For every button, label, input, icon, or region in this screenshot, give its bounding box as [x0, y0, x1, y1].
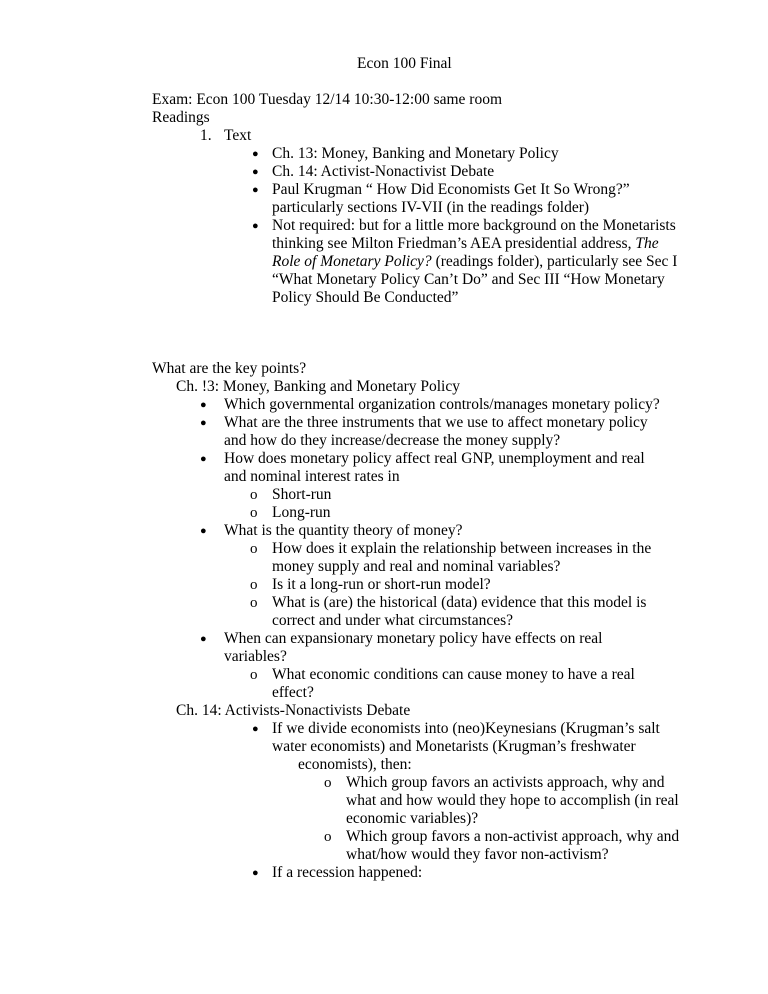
item-label: Text	[224, 127, 252, 144]
ch14-point: If we divide economists into (neo)Keynesians (Krugman’s salt	[272, 720, 660, 737]
ch14-point-cont: economists), then:	[298, 756, 412, 773]
ch13-point-cont: variables?	[224, 648, 287, 665]
item-number: 1.	[200, 127, 212, 144]
reading-bullet: Not required: but for a little more background on the Monetarists	[272, 217, 676, 234]
ch13-point: What are the three instruments that we use to affect monetary policy	[224, 414, 648, 431]
reading-bullet: Ch. 14: Activist-Nonactivist Debate	[272, 163, 495, 180]
ch14-heading: Ch. 14: Activists-Nonactivists Debate	[176, 702, 411, 719]
circle-bullet-icon: o	[250, 667, 258, 683]
ch13-subpoint-cont: effect?	[272, 684, 314, 701]
ch13-subpoint: Short-run	[272, 486, 332, 503]
ch14-subpoint-cont: economic variables)?	[346, 810, 479, 827]
bullet-icon: ●	[200, 453, 207, 465]
ch13-subpoint-cont: correct and under what circumstances?	[272, 612, 513, 629]
ch13-point-cont: and nominal interest rates in	[224, 468, 400, 485]
ch13-point: When can expansionary monetary policy have effects on real	[224, 630, 603, 647]
ch13-point-cont: and how do they increase/decrease the money supply?	[224, 432, 561, 449]
bullet-icon: ●	[252, 166, 259, 178]
ch13-subpoint: What is (are) the historical (data) evidence that this model is	[272, 594, 647, 611]
bullet-icon: ●	[200, 525, 207, 537]
ch13-subpoint: Long-run	[272, 504, 331, 521]
circle-bullet-icon: o	[250, 577, 258, 593]
key-points-question: What are the key points?	[152, 360, 307, 377]
ch13-point: Which governmental organization controls/manages monetary policy?	[224, 396, 660, 413]
ch14-point: If a recession happened:	[272, 864, 423, 881]
ch13-subpoint: How does it explain the relationship between increases in the	[272, 540, 652, 557]
ch13-point: What is the quantity theory of money?	[224, 522, 463, 539]
ch13-subpoint: Is it a long-run or short-run model?	[272, 576, 491, 593]
reading-bullet: Ch. 13: Money, Banking and Monetary Policy	[272, 145, 559, 162]
ch13-subpoint: What economic conditions can cause money to have a real	[272, 666, 635, 683]
reading-bullet: Paul Krugman “ How Did Economists Get It So Wrong?”	[272, 181, 630, 198]
reading-bullet-cont: particularly sections IV-VII (in the readings folder)	[272, 199, 590, 216]
reading-bullet-cont: Role of Monetary Policy? (readings folder), particularly see Sec I	[272, 253, 678, 270]
ch13-subpoint-cont: money supply and real and nominal variables?	[272, 558, 561, 575]
circle-bullet-icon: o	[250, 487, 258, 503]
bullet-icon: ●	[200, 417, 207, 429]
bullet-icon: ●	[252, 723, 259, 735]
circle-bullet-icon: o	[324, 775, 332, 791]
bullet-icon: ●	[252, 184, 259, 196]
reading-bullet-cont: Policy Should Be Conducted”	[272, 289, 459, 306]
circle-bullet-icon: o	[250, 505, 258, 521]
reading-bullet-cont: “What Monetary Policy Can’t Do” and Sec III “How Monetary	[272, 271, 665, 288]
ch14-subpoint-cont: what/how would they favor non-activism?	[346, 846, 609, 863]
ch13-point: How does monetary policy affect real GNP, unemployment and real	[224, 450, 645, 467]
bullet-icon: ●	[252, 220, 259, 232]
ch14-point-cont: water economists) and Monetarists (Krugman’s freshwater	[272, 738, 636, 755]
bullet-icon: ●	[200, 399, 207, 411]
exam-line: Exam: Econ 100 Tuesday 12/14 10:30-12:00 same room	[152, 91, 503, 108]
ch14-subpoint-cont: what and how would they hope to accomplish (in real	[346, 792, 679, 809]
readings-heading: Readings	[152, 109, 210, 126]
bullet-icon: ●	[252, 867, 259, 879]
circle-bullet-icon: o	[250, 595, 258, 611]
circle-bullet-icon: o	[250, 541, 258, 557]
circle-bullet-icon: o	[324, 829, 332, 845]
bullet-icon: ●	[200, 633, 207, 645]
page-title: Econ 100 Final	[357, 55, 452, 72]
ch14-subpoint: Which group favors an activists approach, why and	[346, 774, 665, 791]
ch13-heading: Ch. !3: Money, Banking and Monetary Policy	[176, 378, 460, 395]
reading-bullet-cont: thinking see Milton Friedman’s AEA presidential address, The	[272, 235, 659, 252]
bullet-icon: ●	[252, 148, 259, 160]
ch14-subpoint: Which group favors a non-activist approach, why and	[346, 828, 680, 845]
